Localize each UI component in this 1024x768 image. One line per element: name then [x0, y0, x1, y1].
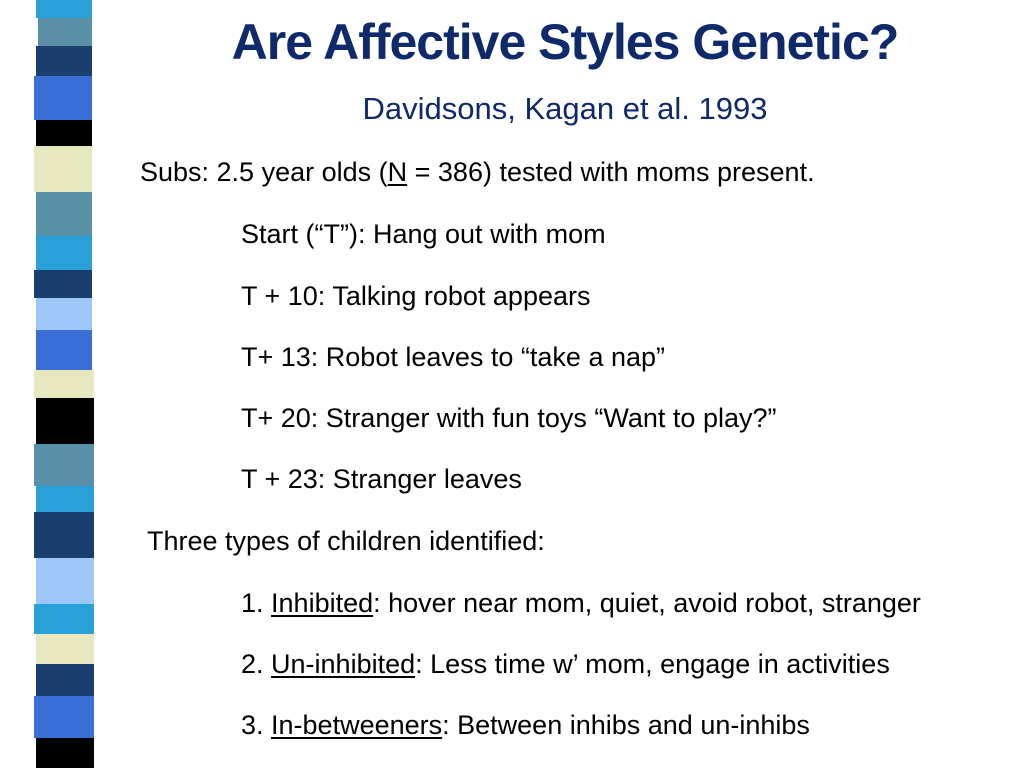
type-item: [241, 587, 921, 619]
timeline-item: T+ 13: Robot leaves to “take a nap”: [241, 342, 665, 372]
stripe-block: [36, 192, 92, 236]
type-item: [241, 648, 890, 680]
stripe-block: [36, 398, 94, 444]
slide-subtitle: Davidsons, Kagan et al. 1993: [362, 91, 768, 126]
type-number: 1.: [241, 588, 272, 618]
stripe-block: [36, 330, 92, 370]
slide-title: Are Affective Styles Genetic?: [231, 14, 899, 70]
stripe-block: [34, 370, 94, 398]
subs-prefix: Subs: 2.5 year olds (: [140, 157, 388, 187]
stripe-block: [34, 76, 92, 120]
stripe-block: [36, 236, 92, 270]
decorative-color-stripe: [0, 0, 118, 768]
stripe-block: [36, 664, 94, 696]
stripe-block: [34, 512, 94, 558]
stripe-block: [36, 46, 92, 76]
stripe-block: [36, 486, 94, 512]
stripe-block: [34, 270, 92, 298]
stripe-block: [34, 146, 92, 192]
timeline-item: Start (“T”): Hang out with mom: [241, 219, 606, 249]
stripe-block: [36, 634, 94, 664]
type-term: Inhibited: [271, 588, 374, 618]
stripe-block: [34, 444, 94, 486]
timeline-item: T + 23: Stranger leaves: [241, 464, 522, 494]
stripe-block: [36, 738, 94, 768]
type-description: : Less time w’ mom, engage in activities: [415, 649, 890, 679]
type-item: [241, 709, 810, 741]
timeline-item: T + 10: Talking robot appears: [241, 281, 591, 311]
type-term: Un-inhibited: [271, 649, 416, 679]
type-number: 3.: [241, 710, 272, 740]
stripe-block: [36, 120, 92, 146]
type-description: : hover near mom, quiet, avoid robot, stranger: [373, 588, 921, 618]
stripe-block: [36, 558, 94, 604]
types-heading: Three types of children identified:: [147, 526, 545, 556]
type-term: In-betweeners: [271, 710, 443, 740]
stripe-block: [38, 18, 92, 46]
stripe-block: [34, 604, 94, 634]
stripe-block: [36, 0, 92, 18]
stripe-block: [34, 696, 94, 738]
subs-suffix: = 386) tested with moms present.: [407, 157, 815, 187]
type-number: 2.: [241, 649, 272, 679]
stripe-block: [36, 298, 92, 330]
subjects-line: [140, 156, 815, 188]
subs-n: N: [387, 157, 408, 187]
type-description: : Between inhibs and un-inhibs: [442, 710, 810, 740]
stripe-blocks: [0, 0, 118, 768]
timeline-item: T+ 20: Stranger with fun toys “Want to play?”: [241, 403, 777, 433]
